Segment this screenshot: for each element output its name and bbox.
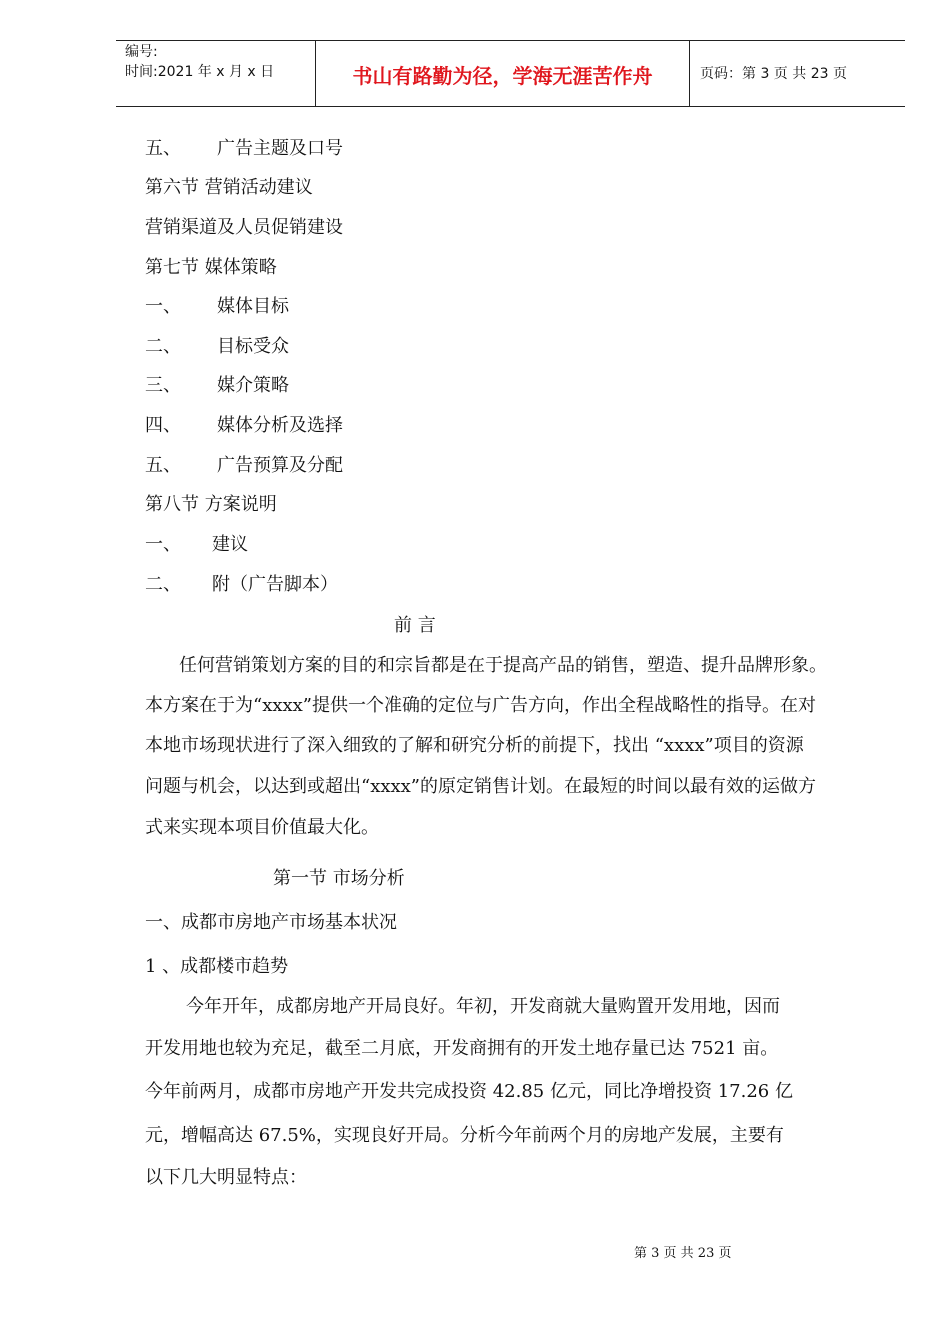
toc-item-text: 建议 [212, 534, 248, 555]
toc-item-number: 三、 [145, 375, 181, 396]
toc-item [145, 295, 289, 319]
toc-item-text: 附（广告脚本） [212, 574, 338, 595]
toc-item [145, 414, 343, 438]
toc-item [145, 216, 343, 240]
preface-line: 本方案在于为“xxxx”提供一个准确的定位与广告方向，作出全程战略性的指导。在对 [145, 695, 817, 716]
body-line: 今年前两月，成都市房地产开发共完成投资 42.85 亿元，同比净增投资 17.26 亿 [145, 1081, 793, 1102]
toc-item-text: 广告预算及分配 [217, 455, 343, 476]
toc-item [145, 256, 277, 280]
body-line: 开发用地也较为充足，截至二月底，开发商拥有的开发土地存量已达 7521 亩。 [145, 1038, 779, 1059]
body-line: 今年开年，成都房地产开局良好。年初，开发商就大量购置开发用地，因而 [186, 996, 780, 1017]
body-line: 以下几大明显特点： [145, 1167, 307, 1188]
header-motto-cell [316, 41, 690, 106]
body-line: 元，增幅高达 67.5%，实现良好开局。分析今年前两个月的房地产发展，主要有 [145, 1125, 784, 1146]
section-title: 第一节 市场分析 [273, 868, 405, 889]
toc-item-number: 五、 [145, 138, 181, 159]
header-page-cell [690, 41, 905, 106]
toc-item [145, 454, 343, 478]
preface-line: 本地市场现状进行了深入细致的了解和研究分析的前提下，找出 “xxxx”项目的资源 [145, 735, 804, 756]
toc-item-number: 二、 [145, 336, 181, 357]
preface-line: 任何营销策划方案的目的和宗旨都是在于提高产品的销售，塑造、提升品牌形象。 [179, 655, 827, 676]
subsection-heading: 一、成都市房地产市场基本状况 [145, 912, 397, 933]
toc-item [145, 335, 289, 359]
toc-item-text: 营销渠道及人员促销建设 [145, 217, 343, 238]
toc-item-text: 媒体分析及选择 [217, 415, 343, 436]
toc-item-number: 一、 [145, 296, 181, 317]
toc-item-number: 五、 [145, 455, 181, 476]
page-footer: 第 3 页 共 23 页 [634, 1246, 732, 1261]
toc-item-text: 第六节 营销活动建议 [145, 177, 313, 198]
preface-line: 问题与机会，以达到或超出“xxxx”的原定销售计划。在最短的时间以最有效的运做方 [145, 776, 817, 797]
subsection-heading: 1 、成都楼市趋势 [145, 956, 289, 977]
toc-item-text: 媒体目标 [217, 296, 289, 317]
toc-item [145, 573, 338, 597]
header-meta-cell [116, 41, 316, 106]
toc-item-number: 一、 [145, 534, 181, 555]
toc-item [145, 176, 313, 200]
toc-item-text: 目标受众 [217, 336, 289, 357]
toc-item-text: 第八节 方案说明 [145, 494, 277, 515]
toc-item [145, 137, 343, 161]
toc-item [145, 374, 289, 398]
header-motto: 书山有路勤为径，学海无涯苦作舟 [352, 64, 653, 88]
toc-item [145, 493, 277, 517]
preface-line: 式来实现本项目价值最大化。 [145, 817, 379, 838]
toc-item [145, 533, 248, 557]
toc-item-number: 四、 [145, 415, 181, 436]
document-number-label: 编号: [125, 44, 158, 60]
document-time-label: 时间:2021 年 x 月 x 日 [125, 64, 275, 80]
toc-item-text: 第七节 媒体策略 [145, 257, 277, 278]
page-header [116, 40, 905, 107]
toc-item-text: 媒介策略 [217, 375, 289, 396]
header-page-info: 页码：第 3 页 共 23 页 [700, 66, 847, 82]
toc-item-text: 广告主题及口号 [217, 138, 343, 159]
preface-title: 前 言 [394, 615, 436, 636]
toc-item-number: 二、 [145, 574, 181, 595]
